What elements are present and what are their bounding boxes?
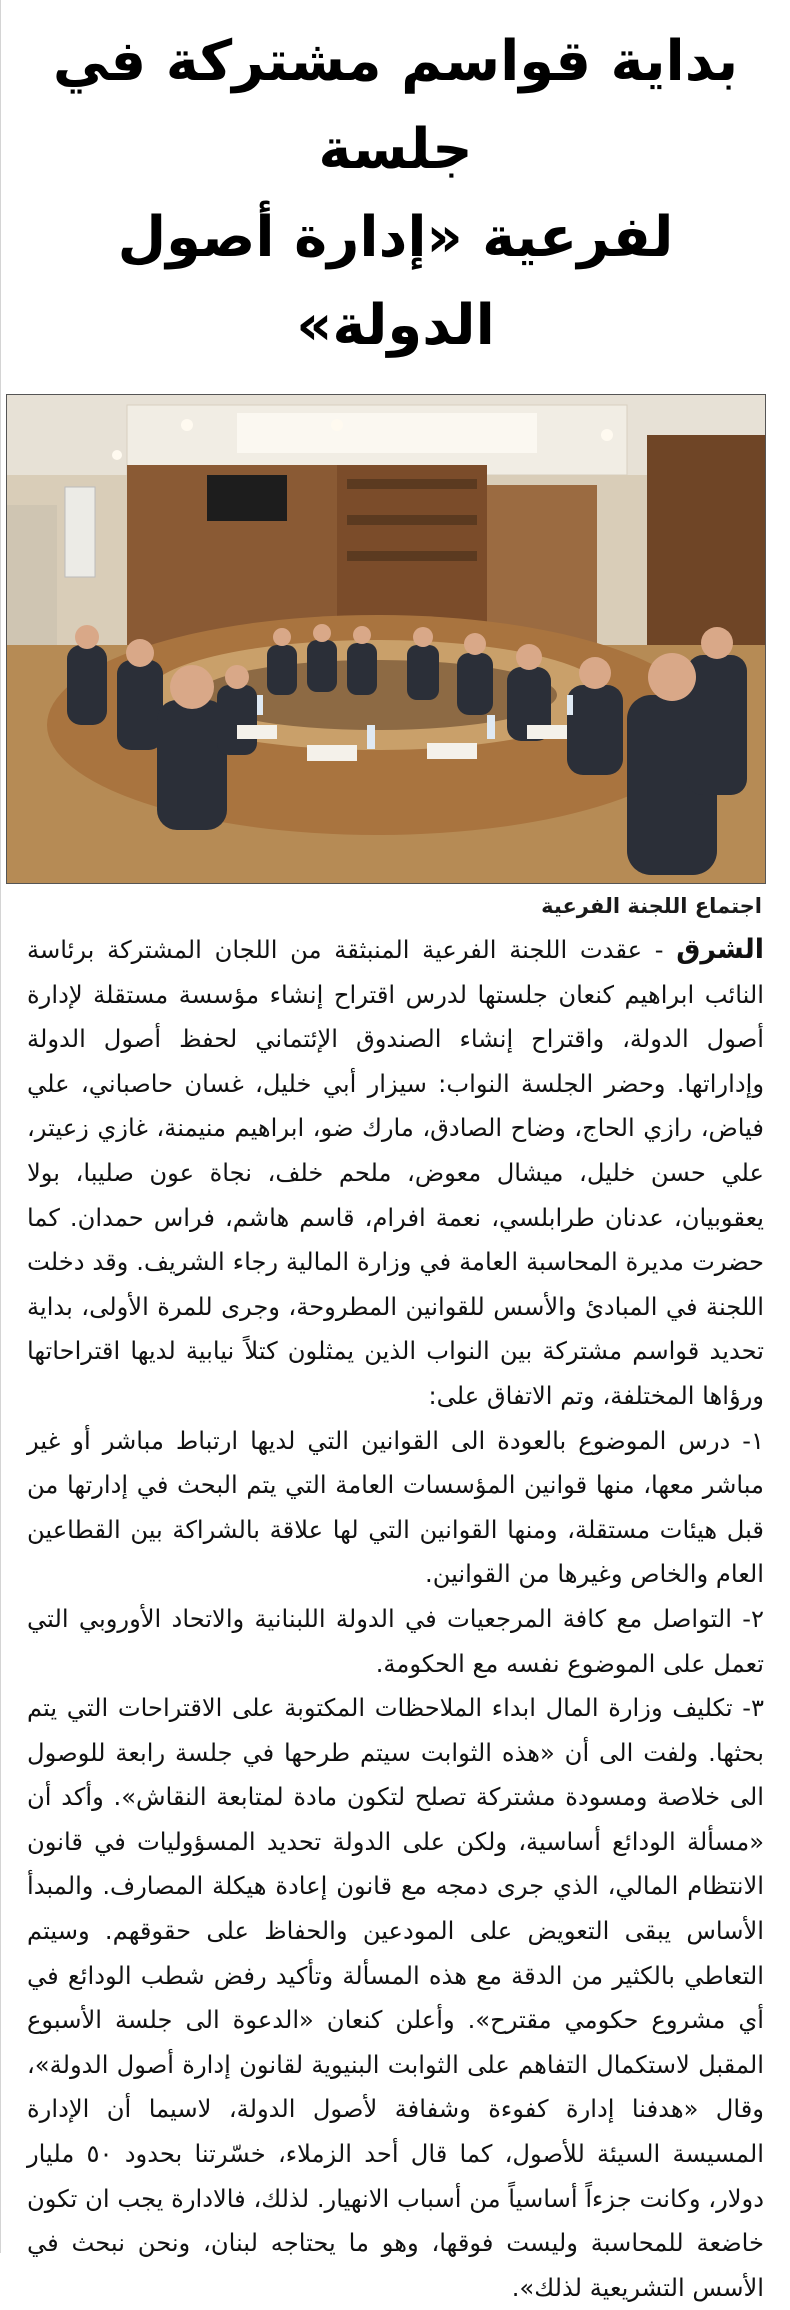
headline — [17, 18, 774, 370]
headline-line-1: بداية قواسم مشتركة في جلسة — [52, 29, 739, 182]
paragraph-1-text: - عقدت اللجنة الفرعية المنبثقة من اللجان المشتركة برئاسة النائب ابراهيم كنعان جلستها لدرس اقتراح إنشاء مؤسسة مستقلة لإدارة أصول الدولة، واقتراح إنشاء الصندوق الإئتماني لحفظ أصول الدولة وإداراتها. وحضر الجلسة النواب: سيزار أبي خليل، غسان حاصباني، علي فياض، رازي الحاج، وضاح الصادق، مارك ضو، ابراهيم منيمنة، غازي زعيتر، علي حسن خليل، ميشال معوض، ملحم خلف، نجاة عون صليبا، بولا يعقوبيان، عدنان طرابلسي، نعمة افرام، قاسم هاشم، فراس حمدان. كما حضرت مديرة المحاسبة العامة في وزارة المالية رجاء الشريف. وقد دخلت اللجنة في المبادئ والأسس للقوانين المطروحة، وجرى للمرة الأولى، بداية تحديد قواسم مشتركة بين النواب الذين يمثلون كتلاً نيابية لديها اقتراحاتها ورؤاها المختلفة، وتم الاتفاق على: — [27, 936, 764, 1410]
paragraph-2: ١- درس الموضوع بالعودة الى القوانين التي لديها ارتباط مباشر أو غير مباشر معها، منها قوانين المؤسسات العامة التي يتم البحث في إدارتها من قبل هيئات مستقلة، ومنها القوانين التي لها علاقة بالشراكة بين القطاعين العام والخاص وغيرها من القوانين. — [27, 1426, 764, 1589]
meeting-photo — [6, 394, 766, 884]
paragraph-4: ٣- تكليف وزارة المال ابداء الملاحظات المكتوبة على الاقتراحات التي يتم بحثها. ولفت الى أن «هذه الثوابت سيتم طرحها في جلسة رابعة للوصول الى خلاصة ومسودة مشتركة تصلح لتكون مادة لمتابعة النقاش». وأكد أن «مسألة الودائع أساسية، ولكن على الدولة تحديد المسؤوليات في قانون الانتظام المالي، الذي جرى دمجه مع قانون إعادة هيكلة المصارف. والمبدأ الأساس يبقى التعويض على المودعين والحفاظ على حقوقهم. وسيتم التعاطي بالكثير من الدقة مع هذه المسألة وتأكيد رفض شطب الودائع في أي مشروع حكومي مقترح». وأعلن كنعان «الدعوة الى جلسة الأسبوع المقبل لاستكمال التفاهم على الثوابت البنيوية لقانون إدارة أصول الدولة»، وقال «هدفنا إدارة كفوءة وشفافة لأصول الدولة، لاسيما أن الإدارة المسيسة السيئة للأصول، كما قال أحد الزملاء، خسّرتنا بحدود ٥٠ مليار دولار، وكانت جزءاً أساسياً من أسباب الانهيار. لذلك، فالادارة يجب ان تكون خاضعة للمحاسبة وليست فوقها، وهو ما يحتاجه لبنان، ونحن نبحث في الأسس التشريعية لذلك». — [27, 1694, 764, 2302]
headline-line-2: لفرعية «إدارة أصول الدولة» — [117, 205, 674, 358]
paragraph-1 — [27, 928, 764, 1419]
paragraph-3: ٢- التواصل مع كافة المرجعيات في الدولة اللبنانية والاتحاد الأوروبي التي تعمل على الموضوع نفسه مع الحكومة. — [27, 1604, 764, 1678]
dateline: الشرق — [676, 934, 764, 965]
article-body — [27, 928, 764, 2310]
photo-caption: اجتماع اللجنة الفرعية — [541, 894, 762, 918]
